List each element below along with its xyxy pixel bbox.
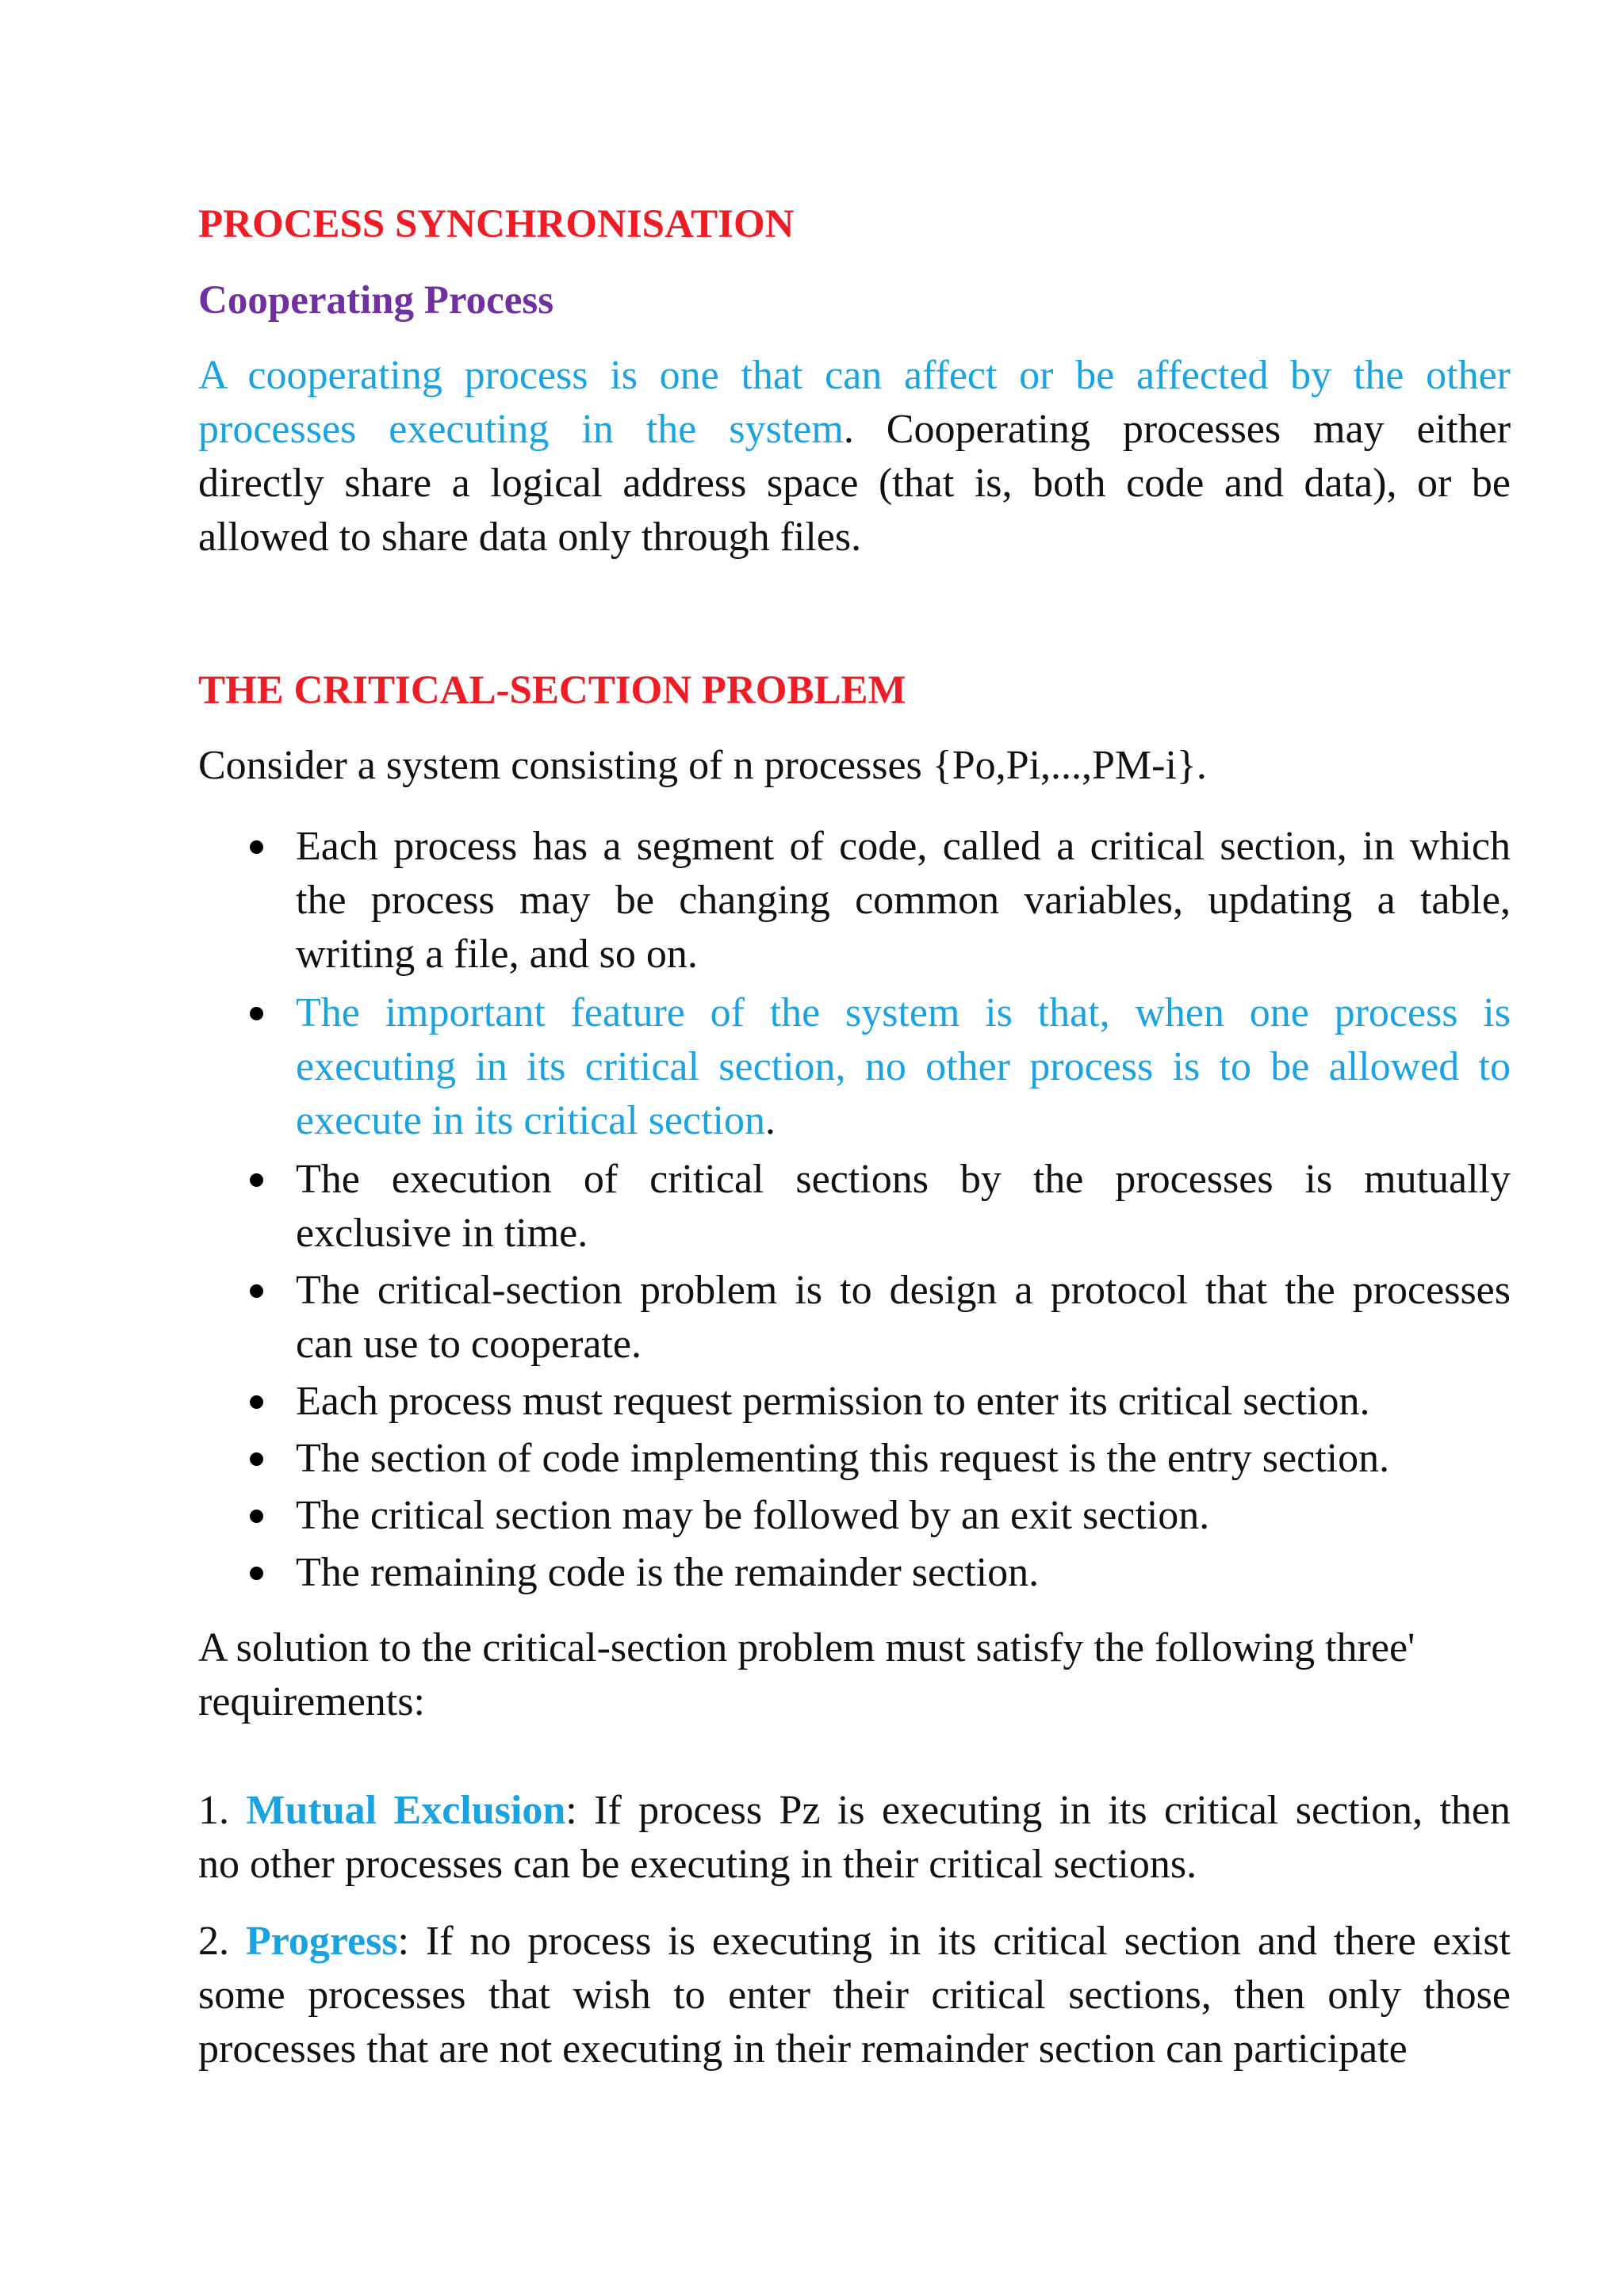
requirement-number: 1. <box>198 1788 247 1833</box>
bullet-dot <box>250 1395 263 1409</box>
requirement-number: 2. <box>198 1919 246 1964</box>
intro-line-2-highlight: processes executing in the system <box>198 407 844 452</box>
list-item-line: The execution of critical sections by the processes is mutually <box>296 1157 1511 1202</box>
requirement-line-2: some processes that wish to enter their critical sections, then only those <box>198 1973 1511 2018</box>
list-item-text <box>296 986 1511 1148</box>
list-item-line: The critical section may be followed by an exit section. <box>296 1493 1210 1538</box>
requirement-term: Mutual Exclusion <box>246 1788 566 1833</box>
bullet-dot <box>250 1007 263 1020</box>
list-item-text <box>296 1264 1511 1372</box>
bullet-dot <box>250 1567 263 1580</box>
bullet-dot <box>250 1284 263 1298</box>
intro-line-2 <box>198 403 1511 457</box>
requirement-line-1-rest: : If process Pz is executing in its critical section, then <box>565 1788 1511 1833</box>
section-title-critical-section: THE CRITICAL-SECTION PROBLEM <box>198 668 906 713</box>
list-item-line: The critical-section problem is to design a protocol that the processes <box>296 1268 1511 1313</box>
intro-line-1: A cooperating process is one that can affect or be affected by the other <box>198 353 1511 398</box>
bullet-dot <box>250 1173 263 1187</box>
list-item-line: The remaining code is the remainder section. <box>296 1550 1040 1595</box>
consider-sentence: Consider a system consisting of n processes {Po,Pi,...,PM-i}. <box>198 743 1207 788</box>
requirement-term: Progress <box>245 1919 398 1964</box>
list-item-line-tail: . <box>764 1098 776 1143</box>
intro-line-3: directly share a logical address space (that is, both code and data), or be <box>198 461 1511 506</box>
requirement-line-3: processes that are not executing in their remainder section can participate <box>198 2026 1408 2072</box>
requirement-line-1 <box>198 1784 1511 1838</box>
list-item-text <box>296 1432 1511 1486</box>
requirement-progress <box>198 1915 1511 2076</box>
list-item-line: The important feature of the system is that, when one process is <box>296 990 1511 1035</box>
bullet-dot <box>250 1452 263 1466</box>
list-item-line: The section of code implementing this request is the entry section. <box>296 1436 1390 1481</box>
requirement-line-1-rest: : If no process is executing in its critical section and there exist <box>397 1919 1511 1964</box>
list-item-line: Each process must request permission to enter its critical section. <box>296 1379 1370 1424</box>
list-item-text <box>296 820 1511 982</box>
requirement-line-2: no other processes can be executing in their critical sections. <box>198 1842 1197 1887</box>
requirement-mutual-exclusion <box>198 1784 1511 1892</box>
solution-line-2: requirements: <box>198 1679 425 1724</box>
page-title: PROCESS SYNCHRONISATION <box>198 202 795 247</box>
bullet-dot <box>250 840 263 854</box>
list-item-line: the process may be changing common variables, updating a table, <box>296 878 1511 923</box>
requirement-line-1 <box>198 1915 1511 1969</box>
list-item-line: Each process has a segment of code, called a critical section, in which <box>296 824 1511 869</box>
subheading-cooperating-process: Cooperating Process <box>198 278 554 323</box>
list-item-text <box>296 1153 1511 1261</box>
list-item-line <box>296 1094 1511 1148</box>
list-item-line: can use to cooperate. <box>296 1322 642 1367</box>
list-item-text <box>296 1489 1511 1543</box>
intro-paragraph <box>198 349 1511 564</box>
solution-paragraph <box>198 1621 1511 1729</box>
list-item-line: executing in its critical section, no other process is to be allowed to <box>296 1044 1511 1089</box>
intro-line-4: allowed to share data only through files. <box>198 515 862 560</box>
list-item-line-highlight: execute in its critical section <box>296 1098 765 1143</box>
list-item-text <box>296 1546 1511 1600</box>
list-item-text <box>296 1375 1511 1429</box>
list-item-line: exclusive in time. <box>296 1211 588 1256</box>
intro-line-2-rest: . Cooperating processes may either <box>843 407 1511 452</box>
bullet-dot <box>250 1510 263 1523</box>
solution-line-1: A solution to the critical-section problem must satisfy the following three' <box>198 1625 1415 1670</box>
list-item-line: writing a file, and so on. <box>296 932 698 977</box>
